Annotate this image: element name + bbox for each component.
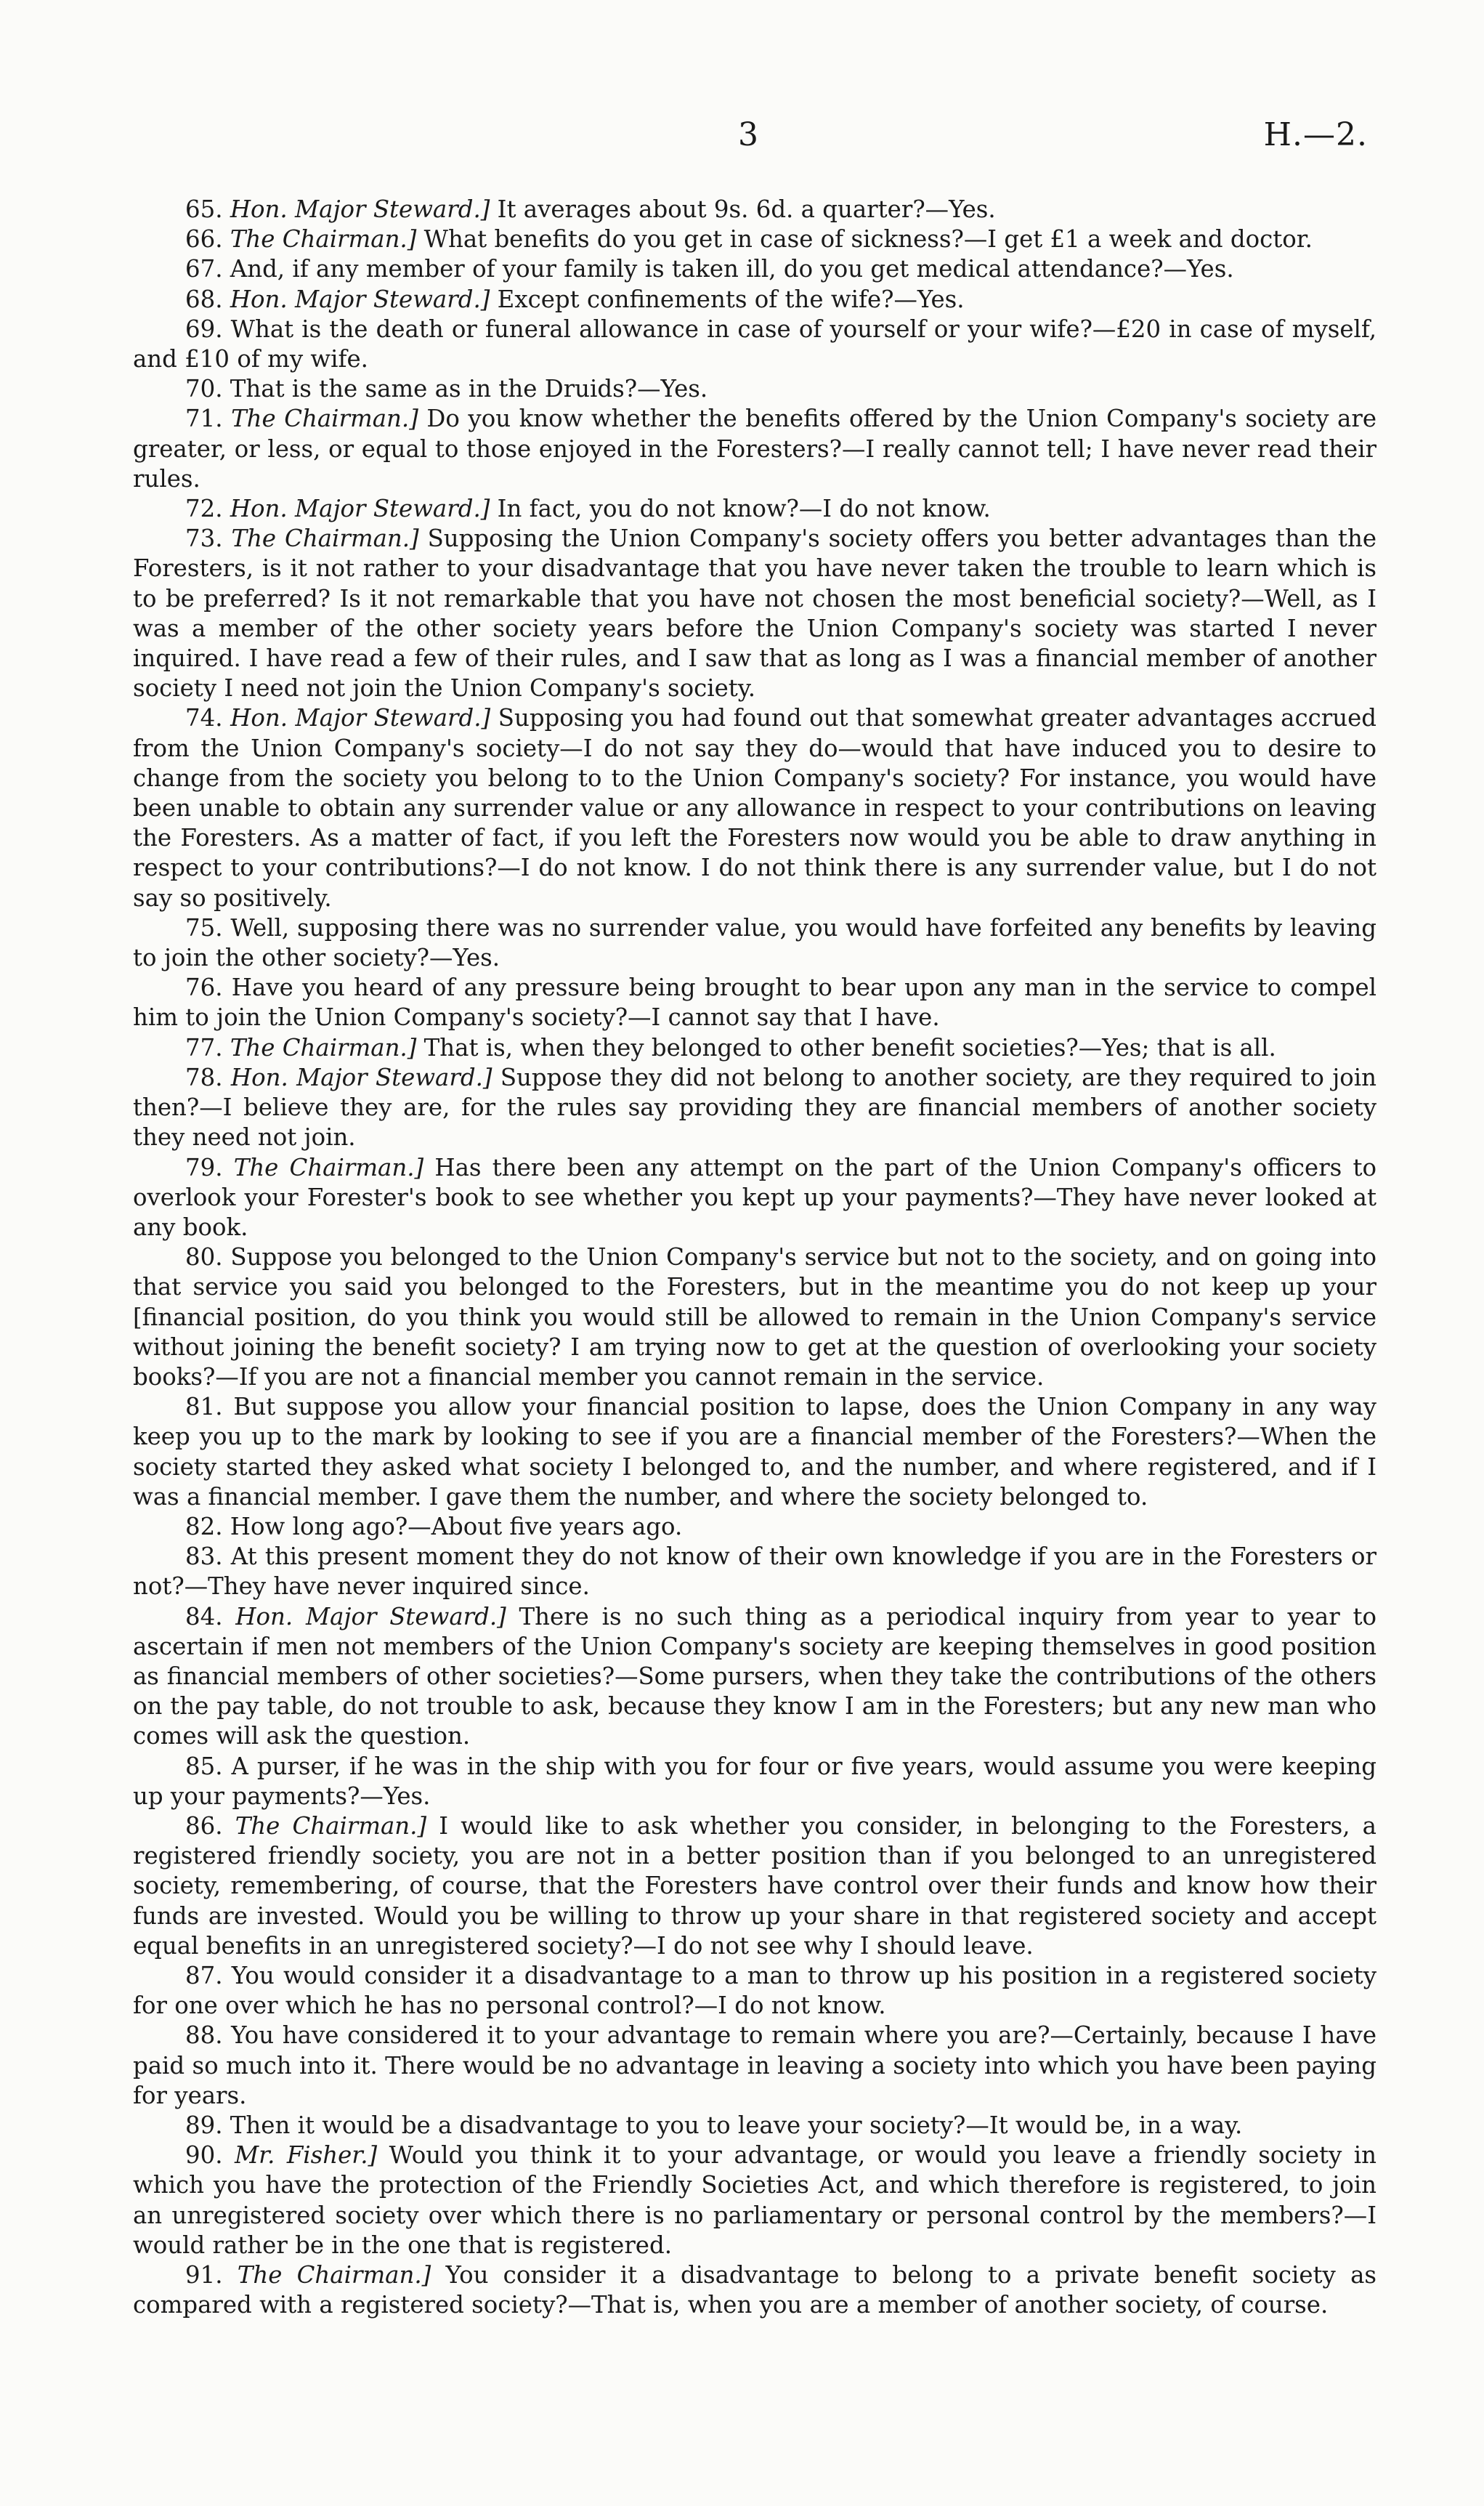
question-number: 81. — [185, 1393, 223, 1421]
paragraph-text: Except confinements of the wife?—Yes. — [490, 285, 965, 313]
paragraph-text: There is no such thing as a periodical inquiry from year to year to ascertain if men not members of the Union Company's society are keeping themselves in good position as financial members of other societies?—Some pursers, when they take the contributions of the others on the pay table, do not trouble to ask, because they know I am in the Foresters; but any new man who comes will ask the question. — [133, 1602, 1376, 1750]
question-number: 91. — [185, 2261, 223, 2289]
paragraph-text: Would you think it to your advantage, or would you leave a friendly society in which you have the protection of the Friendly Societies Act, and which therefore is registered, to join an unregistered society over which there is no parliamentary or personal control by the members?—I would rather be in the one that is registered. — [133, 2141, 1377, 2259]
question-number: 72. — [185, 495, 223, 523]
paragraph-text: But suppose you allow your financial position to lapse, does the Union Company in any way keep you up to the mark by looking to see if you are a financial member of the Foresters?—When the society started they asked what society I belonged to, and the number, and where registered, and if I was a financial member. I gave them the number, and where the society belonged to. — [133, 1393, 1376, 1511]
page-number: 3 — [738, 116, 758, 153]
question-paragraph — [133, 285, 1376, 315]
paragraph-text: Has there been any attempt on the part of the Union Company's officers to overlook your Forester's book to see whether you kept up your payments?—They have never looked at any book. — [133, 1153, 1377, 1241]
paragraph-text: Have you heard of any pressure being brought to bear upon any man in the service to compel him to join the Union Company's society?—I cannot say that I have. — [133, 974, 1376, 1032]
speaker-name: The Chairman.] — [233, 1153, 424, 1181]
question-paragraph — [133, 2111, 1376, 2141]
paragraph-text: And, if any member of your family is taken ill, do you get medical attendance?—Yes. — [222, 255, 1234, 283]
question-number: 74. — [185, 704, 223, 732]
speaker-name: The Chairman.] — [231, 405, 418, 433]
question-number: 77. — [185, 1033, 223, 1062]
question-paragraph — [133, 1542, 1376, 1601]
paragraph-text: You would consider it a disadvantage to a man to throw up his position in a registered society for one over which he has no personal control?—I do not know. — [133, 1961, 1376, 2020]
paragraph-text: Do you know whether the benefits offered by the Union Company's society are greater, or less, or equal to those enjoyed in the Foresters?—I really cannot tell; I have never read their rules. — [133, 405, 1377, 493]
question-number: 80. — [185, 1243, 223, 1272]
evidence-body — [133, 195, 1376, 2320]
question-number: 78. — [185, 1063, 223, 1091]
question-paragraph — [133, 2260, 1376, 2320]
paragraph-text: Then it would be a disadvantage to you to leave your society?—It would be, in a way. — [222, 2111, 1243, 2139]
paragraph-text: You consider it a disadvantage to belong to a private benefit society as compared with a registered society?—That is, when you are a member of another society, of course. — [133, 2261, 1377, 2319]
speaker-name: Hon. Major Steward.] — [235, 1602, 506, 1630]
paragraph-text: What benefits do you get in case of sickness?—I get £1 a week and doctor. — [416, 225, 1313, 254]
speaker-name: The Chairman.] — [230, 225, 417, 254]
question-number: 79. — [185, 1153, 223, 1181]
question-paragraph — [133, 494, 1376, 524]
speaker-name: Hon. Major Steward.] — [230, 195, 490, 223]
question-number: 89. — [185, 2111, 223, 2139]
question-number: 73. — [185, 525, 223, 553]
paragraph-text: It averages about 9s. 6d. a quarter?—Yes. — [490, 195, 996, 223]
question-number: 67. — [185, 255, 223, 283]
question-paragraph — [133, 1153, 1376, 1243]
question-number: 87. — [185, 1961, 223, 1989]
question-number: 88. — [185, 2021, 223, 2050]
question-number: 86. — [185, 1811, 223, 1840]
question-number: 90. — [185, 2141, 223, 2170]
question-paragraph — [133, 703, 1376, 913]
question-paragraph — [133, 1033, 1376, 1063]
paragraph-text: That is, when they belonged to other benefit societies?—Yes; that is all. — [416, 1033, 1276, 1062]
question-paragraph — [133, 1602, 1376, 1752]
speaker-name: Hon. Major Steward.] — [230, 704, 491, 732]
question-paragraph — [133, 1961, 1376, 2021]
question-number: 66. — [185, 225, 223, 254]
speaker-name: Hon. Major Steward.] — [230, 1063, 492, 1091]
question-paragraph — [133, 1392, 1376, 1512]
paragraph-text: You have considered it to your advantage to remain where you are?—Certainly, because I have paid so much into it. There would be no advantage in leaving a society into which you have been paying for years. — [133, 2021, 1376, 2109]
question-paragraph — [133, 1752, 1376, 1811]
question-paragraph — [133, 1063, 1376, 1153]
paragraph-text: At this present moment they do not know of their own knowledge if you are in the Foresters or not?—They have never inquired since. — [133, 1543, 1376, 1601]
paragraph-text: Supposing the Union Company's society offers you better advantages than the Foresters, is it not rather to your disadvantage that you have never taken the trouble to learn which is to be preferred? Is it not remarkable that you have not chosen the most beneficial society?—Well, as I was a member of the other society years before the Union Company's society was started I never inquired. I have read a few of their rules, and I saw that as long as I was a financial member of another society I need not join the Union Company's society. — [133, 525, 1376, 703]
question-paragraph — [133, 1242, 1376, 1392]
question-paragraph — [133, 315, 1376, 374]
question-number: 84. — [185, 1602, 223, 1630]
question-number: 68. — [185, 285, 223, 313]
question-number: 83. — [185, 1543, 223, 1571]
question-paragraph — [133, 254, 1376, 284]
paragraph-text: In fact, you do not know?—I do not know. — [490, 495, 991, 523]
question-paragraph — [133, 2141, 1376, 2260]
question-number: 69. — [185, 315, 223, 343]
question-number: 71. — [185, 405, 223, 433]
question-paragraph — [133, 225, 1376, 254]
question-paragraph — [133, 195, 1376, 225]
speaker-name: Hon. Major Steward.] — [230, 495, 490, 523]
question-number: 76. — [185, 974, 223, 1002]
document-reference: H.—2. — [1263, 116, 1368, 153]
question-paragraph — [133, 1811, 1376, 1961]
paragraph-text: That is the same as in the Druids?—Yes. — [222, 375, 708, 403]
paragraph-text: I would like to ask whether you consider, in belonging to the Foresters, a registered friendly society, you are not in a better position than if you belonged to an unregistered society, remembering, of course, that the Foresters have control over their funds and know how their funds are invested. Would you be willing to throw up your share in that registered society and accept equal benefits in an unregistered society?—I do not see why I should leave. — [133, 1811, 1376, 1960]
speaker-name: The Chairman.] — [231, 525, 419, 553]
speaker-name: The Chairman.] — [235, 1811, 427, 1840]
paragraph-text: Suppose you belonged to the Union Company's service but not to the society, and on going into that service you said you belonged to the Foresters, but in the meantime you do not keep up your [financial position, do you think you would still be allowed to remain in the Union Company's service without joining the benefit society? I am trying now to get at the question of overlooking your society books?—If you are not a financial member you cannot remain in the service. — [133, 1243, 1376, 1391]
question-paragraph — [133, 1512, 1376, 1542]
paragraph-text: How long ago?—About five years ago. — [222, 1512, 683, 1540]
question-number: 85. — [185, 1752, 223, 1780]
speaker-name: The Chairman.] — [237, 2261, 431, 2289]
question-number: 65. — [185, 195, 223, 223]
question-number: 70. — [185, 375, 223, 403]
speaker-name: Mr. Fisher.] — [234, 2141, 378, 2170]
paragraph-text: A purser, if he was in the ship with you for four or five years, would assume you were keeping up your payments?—Yes. — [133, 1752, 1376, 1810]
question-paragraph — [133, 374, 1376, 404]
paragraph-text: Well, supposing there was no surrender value, you would have forfeited any benefits by leaving to join the other society?—Yes. — [133, 913, 1376, 972]
question-paragraph — [133, 973, 1376, 1032]
question-number: 75. — [185, 913, 223, 942]
speaker-name: Hon. Major Steward.] — [230, 285, 490, 313]
paragraph-text: Supposing you had found out that somewhat greater advantages accrued from the Union Company's society—I do not say they do—would that have induced you to desire to change from the society you belong to to the Union Company's society? For instance, you would have been unable to obtain any surrender value or any allowance in respect to your contributions on leaving the Foresters. As a matter of fact, if you left the Foresters now would you be able to draw anything in respect to your contributions?—I do not know. I do not think there is any surrender value, but I do not say so positively. — [133, 704, 1377, 912]
question-paragraph — [133, 913, 1376, 973]
question-number: 82. — [185, 1512, 223, 1540]
paragraph-text: Suppose they did not belong to another society, are they required to join then?—I believe they are, for the rules say providing they are financial members of another society they need not join. — [133, 1063, 1377, 1152]
speaker-name: The Chairman.] — [230, 1033, 417, 1062]
paragraph-text: What is the death or funeral allowance in case of yourself or your wife?—£20 in case of myself, and £10 of my wife. — [133, 315, 1376, 373]
question-paragraph — [133, 524, 1376, 703]
question-paragraph — [133, 404, 1376, 494]
question-paragraph — [133, 2021, 1376, 2111]
